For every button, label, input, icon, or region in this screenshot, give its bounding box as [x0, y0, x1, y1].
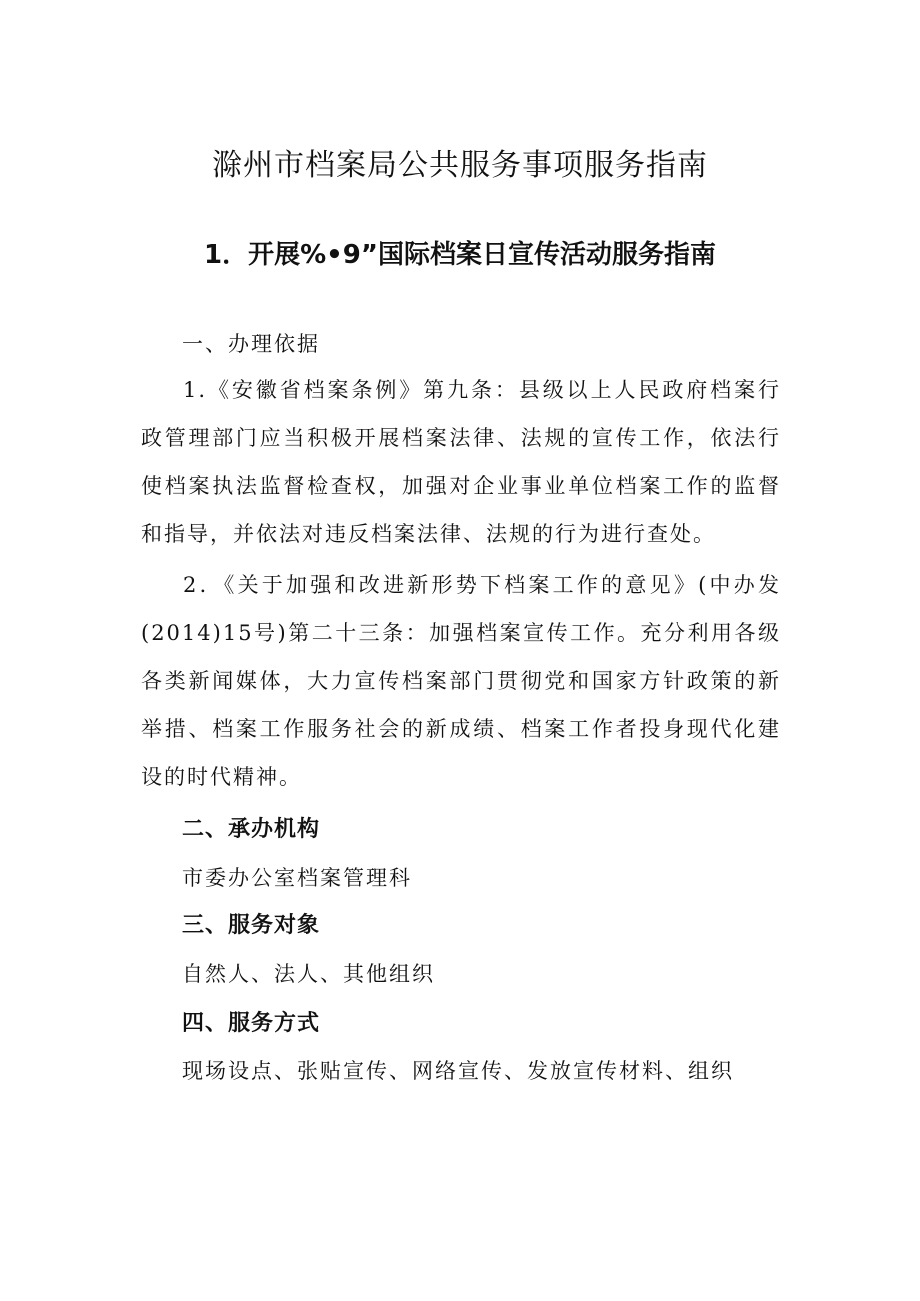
organization-text: 市委办公室档案管理科 [182, 866, 412, 890]
document-title: 滁州市档案局公共服务事项服务指南 [212, 148, 708, 183]
service-target-text: 自然人、法人、其他组织 [182, 962, 435, 986]
section-heading-service-target: 三、服务对象 [182, 913, 321, 938]
basis-paragraph-1: 1.《安徽省档案条例》第九条：县级以上人民政府档案行政管理部门应当积极开展档案法律、法规的宣传工作，依法行使档案执法监督检查权，加强对企业事业单位档案工作的监督和指导，并依法对违反档案法律、法规的行为进行查处。 [141, 378, 781, 546]
basis-paragraph-2: 2．《关于加强和改进新形势下档案工作的意见》(中办发(2014)15号)第二十三条：加强档案宣传工作。充分利用各级各类新闻媒体，大力宣传档案部门贯彻党和国家方针政策的新举措、档案工作服务社会的新成绩、档案工作者投身现代化建设的时代精神。 [141, 573, 781, 789]
section-heading-basis: 一、办理依据 [182, 332, 320, 356]
document-subtitle: 1．开展%•9”国际档案日宣传活动服务指南 [204, 240, 716, 270]
service-method-text: 现场设点、张贴宣传、网络宣传、发放宣传材料、组织 [182, 1059, 734, 1083]
section-heading-service-method: 四、服务方式 [182, 1011, 321, 1036]
section-heading-organization: 二、承办机构 [182, 817, 321, 842]
